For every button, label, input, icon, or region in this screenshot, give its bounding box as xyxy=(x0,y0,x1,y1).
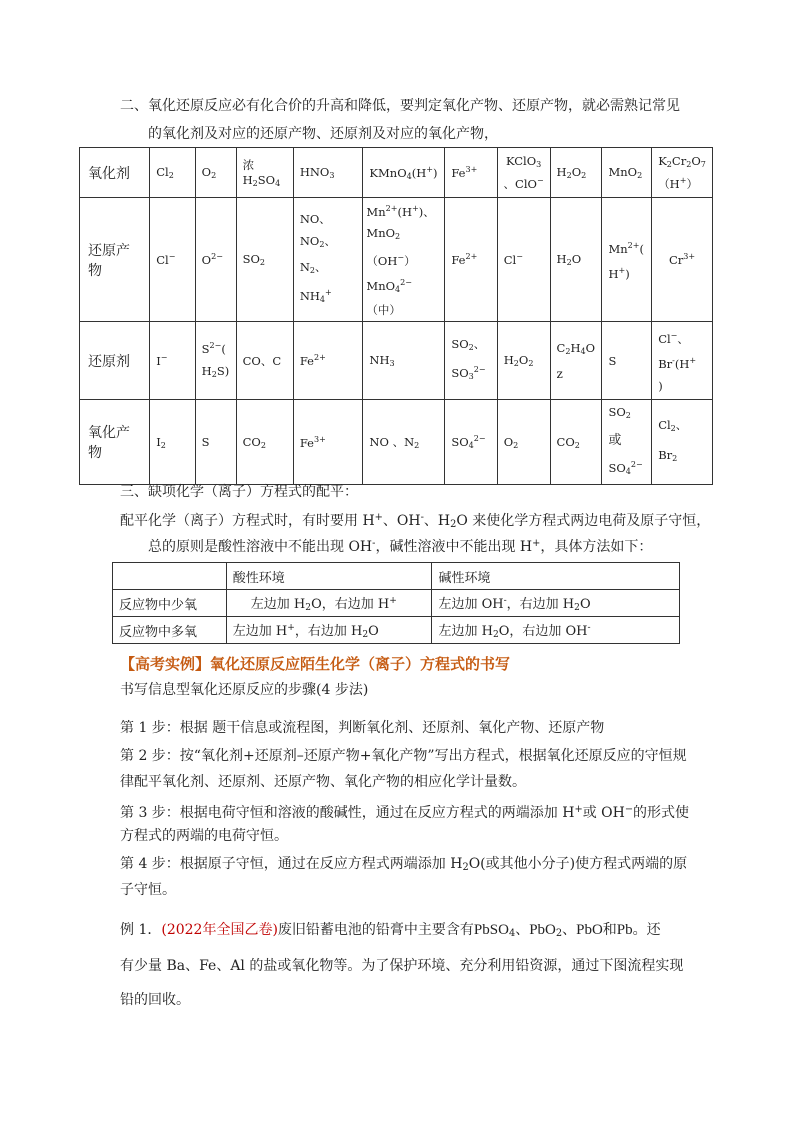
cell: 左边加 $H_2O$，右边加 H+ xyxy=(226,590,432,617)
cell: $H_2O_2$ xyxy=(550,148,602,198)
cell: $Cl_2$、 $Br_2$ xyxy=(652,400,713,485)
cell: Cl−、 Br-(H+ ) xyxy=(652,322,713,400)
cell: Cl− xyxy=(150,198,195,322)
cell: $Fe^{2+}$ xyxy=(445,198,497,322)
cell: S xyxy=(195,400,236,485)
cell: $Cl_2$ xyxy=(150,148,195,198)
cell: $H_2O$ xyxy=(550,198,602,322)
section-2-line-1: 二、氧化还原反应必有化合价的升高和降低，要判定氧化产物、还原产物，就必需熟记常见 xyxy=(120,98,680,114)
section-2-line-2: 的氧化剂及对应的还原产物、还原剂及对应的氧化产物， xyxy=(148,126,498,142)
cell: 左边加 H+，右边加 $H_2O$ xyxy=(226,617,432,644)
cell: $H_2O_2$ xyxy=(497,322,550,400)
balancing-table xyxy=(112,562,680,644)
table-row xyxy=(80,148,713,198)
example-1-line-1: 例 1．(2022年全国乙卷)废旧铅蓄电池的铅膏中主要含有PbSO$_4$、PbO$_2$、PbO和Pb。还 xyxy=(120,922,661,939)
cell: $SO_2$、 $SO_3^{2-}$ xyxy=(445,322,497,400)
cell: $SO_4^{2-}$ xyxy=(445,400,497,485)
table-row xyxy=(113,563,680,590)
cell: $S^{2-}$( $H_2S$) xyxy=(195,322,236,400)
row-label-oxidant: 氧化剂 xyxy=(80,148,150,198)
cell: NO 、$N_2$ xyxy=(363,400,445,485)
table-row xyxy=(80,400,713,485)
cell: NO、$NO_2$、 $N_2$、$NH_4^+$ xyxy=(293,198,363,322)
row-label-reductant: 还原剂 xyxy=(80,322,150,400)
cell: S xyxy=(602,322,652,400)
cell: MnO$_2$ xyxy=(602,148,652,198)
cell: $Mn^{2+}(H^+)$、 MnO$_2$ （OH−） MnO$_4^{2-}$（中） xyxy=(363,198,445,322)
cell: $NH_3$ xyxy=(363,322,445,400)
step-4-line-1: 第 4 步：根据原子守恒，通过在反应方程式两端添加 $H_2O$(或其他小分子)使方程式两端的原 xyxy=(120,856,688,873)
step-2-line-1: 第 2 步：按“氧化剂+还原剂–还原产物+氧化产物”写出方程式，根据氧化还原反应的守恒规 xyxy=(120,748,687,764)
section-3-title: 三、缺项化学（离子）方程式的配平： xyxy=(120,484,358,500)
example-1-line-2: 有少量 Ba、Fe、Al 的盐或氧化物等。为了保护环境、充分利用铅资源，通过下图流程实现 xyxy=(120,958,684,974)
cell: CO、C xyxy=(236,322,293,400)
example-source: (2022年全国乙卷) xyxy=(161,922,278,938)
cell: $SO_2$ 或 $SO_4^{2-}$ xyxy=(602,400,652,485)
redox-table xyxy=(79,147,713,485)
row-label-oxidized: 氧化产物 xyxy=(80,400,150,485)
header-cell: 酸性环境 xyxy=(226,563,432,590)
cell: $CO_2$ xyxy=(550,400,602,485)
step-3-line-2: 方程式的两端的电荷守恒。 xyxy=(120,828,288,844)
cell: I− xyxy=(150,322,195,400)
step-1: 第 1 步：根据 题干信息或流程图，判断氧化剂、还原剂、氧化产物、还原产物 xyxy=(120,720,605,736)
example-subheading: 书写信息型氧化还原反应的步骤(4 步法) xyxy=(120,682,369,698)
cell: $Cr^{3+}$ xyxy=(652,198,713,322)
cell: $Fe^{3+}$ xyxy=(293,400,363,485)
header-cell xyxy=(113,563,227,590)
header-cell: 碱性环境 xyxy=(432,563,680,590)
cell: $HNO_3$ xyxy=(293,148,363,198)
section-3-para-2: 总的原则是酸性溶液中不能出现 OH-，碱性溶液中不能出现 H+，具体方法如下： xyxy=(148,538,653,555)
row-label: 反应物中多氧 xyxy=(113,617,227,644)
section-3-para-1: 配平化学（离子）方程式时，有时要用 H+、OH-、$H_2O$ 来使化学方程式两边电荷及原子守恒， xyxy=(120,512,711,530)
step-4-line-2: 子守恒。 xyxy=(120,882,176,898)
step-3-line-1: 第 3 步：根据电荷守恒和溶液的酸碱性，通过在反应方程式的两端添加 H+或 OH−的形式使 xyxy=(120,804,690,821)
cell: $CO_2$ xyxy=(236,400,293,485)
table-row xyxy=(113,590,680,617)
table-row xyxy=(80,198,713,322)
example-1-line-3: 铅的回收。 xyxy=(120,992,190,1008)
cell: $C_2H_4O$ z xyxy=(550,322,602,400)
cell: $O_2$ xyxy=(497,400,550,485)
cell: 左边加 $H_2O$，右边加 OH- xyxy=(432,617,680,644)
cell: KClO$_3$ 、ClO− xyxy=(497,148,550,198)
cell: $Fe^{2+}$ xyxy=(293,322,363,400)
cell: $O^{2-}$ xyxy=(195,198,236,322)
row-label-reduced: 还原产物 xyxy=(80,198,150,322)
cell: $Mn^{2+}$( H+) xyxy=(602,198,652,322)
cell: $O_2$ xyxy=(195,148,236,198)
cell: 左边加 OH-，右边加 $H_2O$ xyxy=(432,590,680,617)
cell: $Fe^{3+}$ xyxy=(445,148,497,198)
cell: $SO_2$ xyxy=(236,198,293,322)
cell: $K_2Cr_2O_7$ （H+） xyxy=(652,148,713,198)
cell: $I_2$ xyxy=(150,400,195,485)
example-heading: 【高考实例】氧化还原反应陌生化学（离子）方程式的书写 xyxy=(120,655,511,673)
row-label: 反应物中少氧 xyxy=(113,590,227,617)
cell: KMnO$_4$(H+) xyxy=(363,148,445,198)
table-row xyxy=(113,617,680,644)
cell: Cl− xyxy=(497,198,550,322)
table-row xyxy=(80,322,713,400)
step-2-line-2: 律配平氧化剂、还原剂、还原产物、氧化产物的相应化学计量数。 xyxy=(120,774,526,790)
cell: 浓$H_2SO_4$ xyxy=(236,148,293,198)
